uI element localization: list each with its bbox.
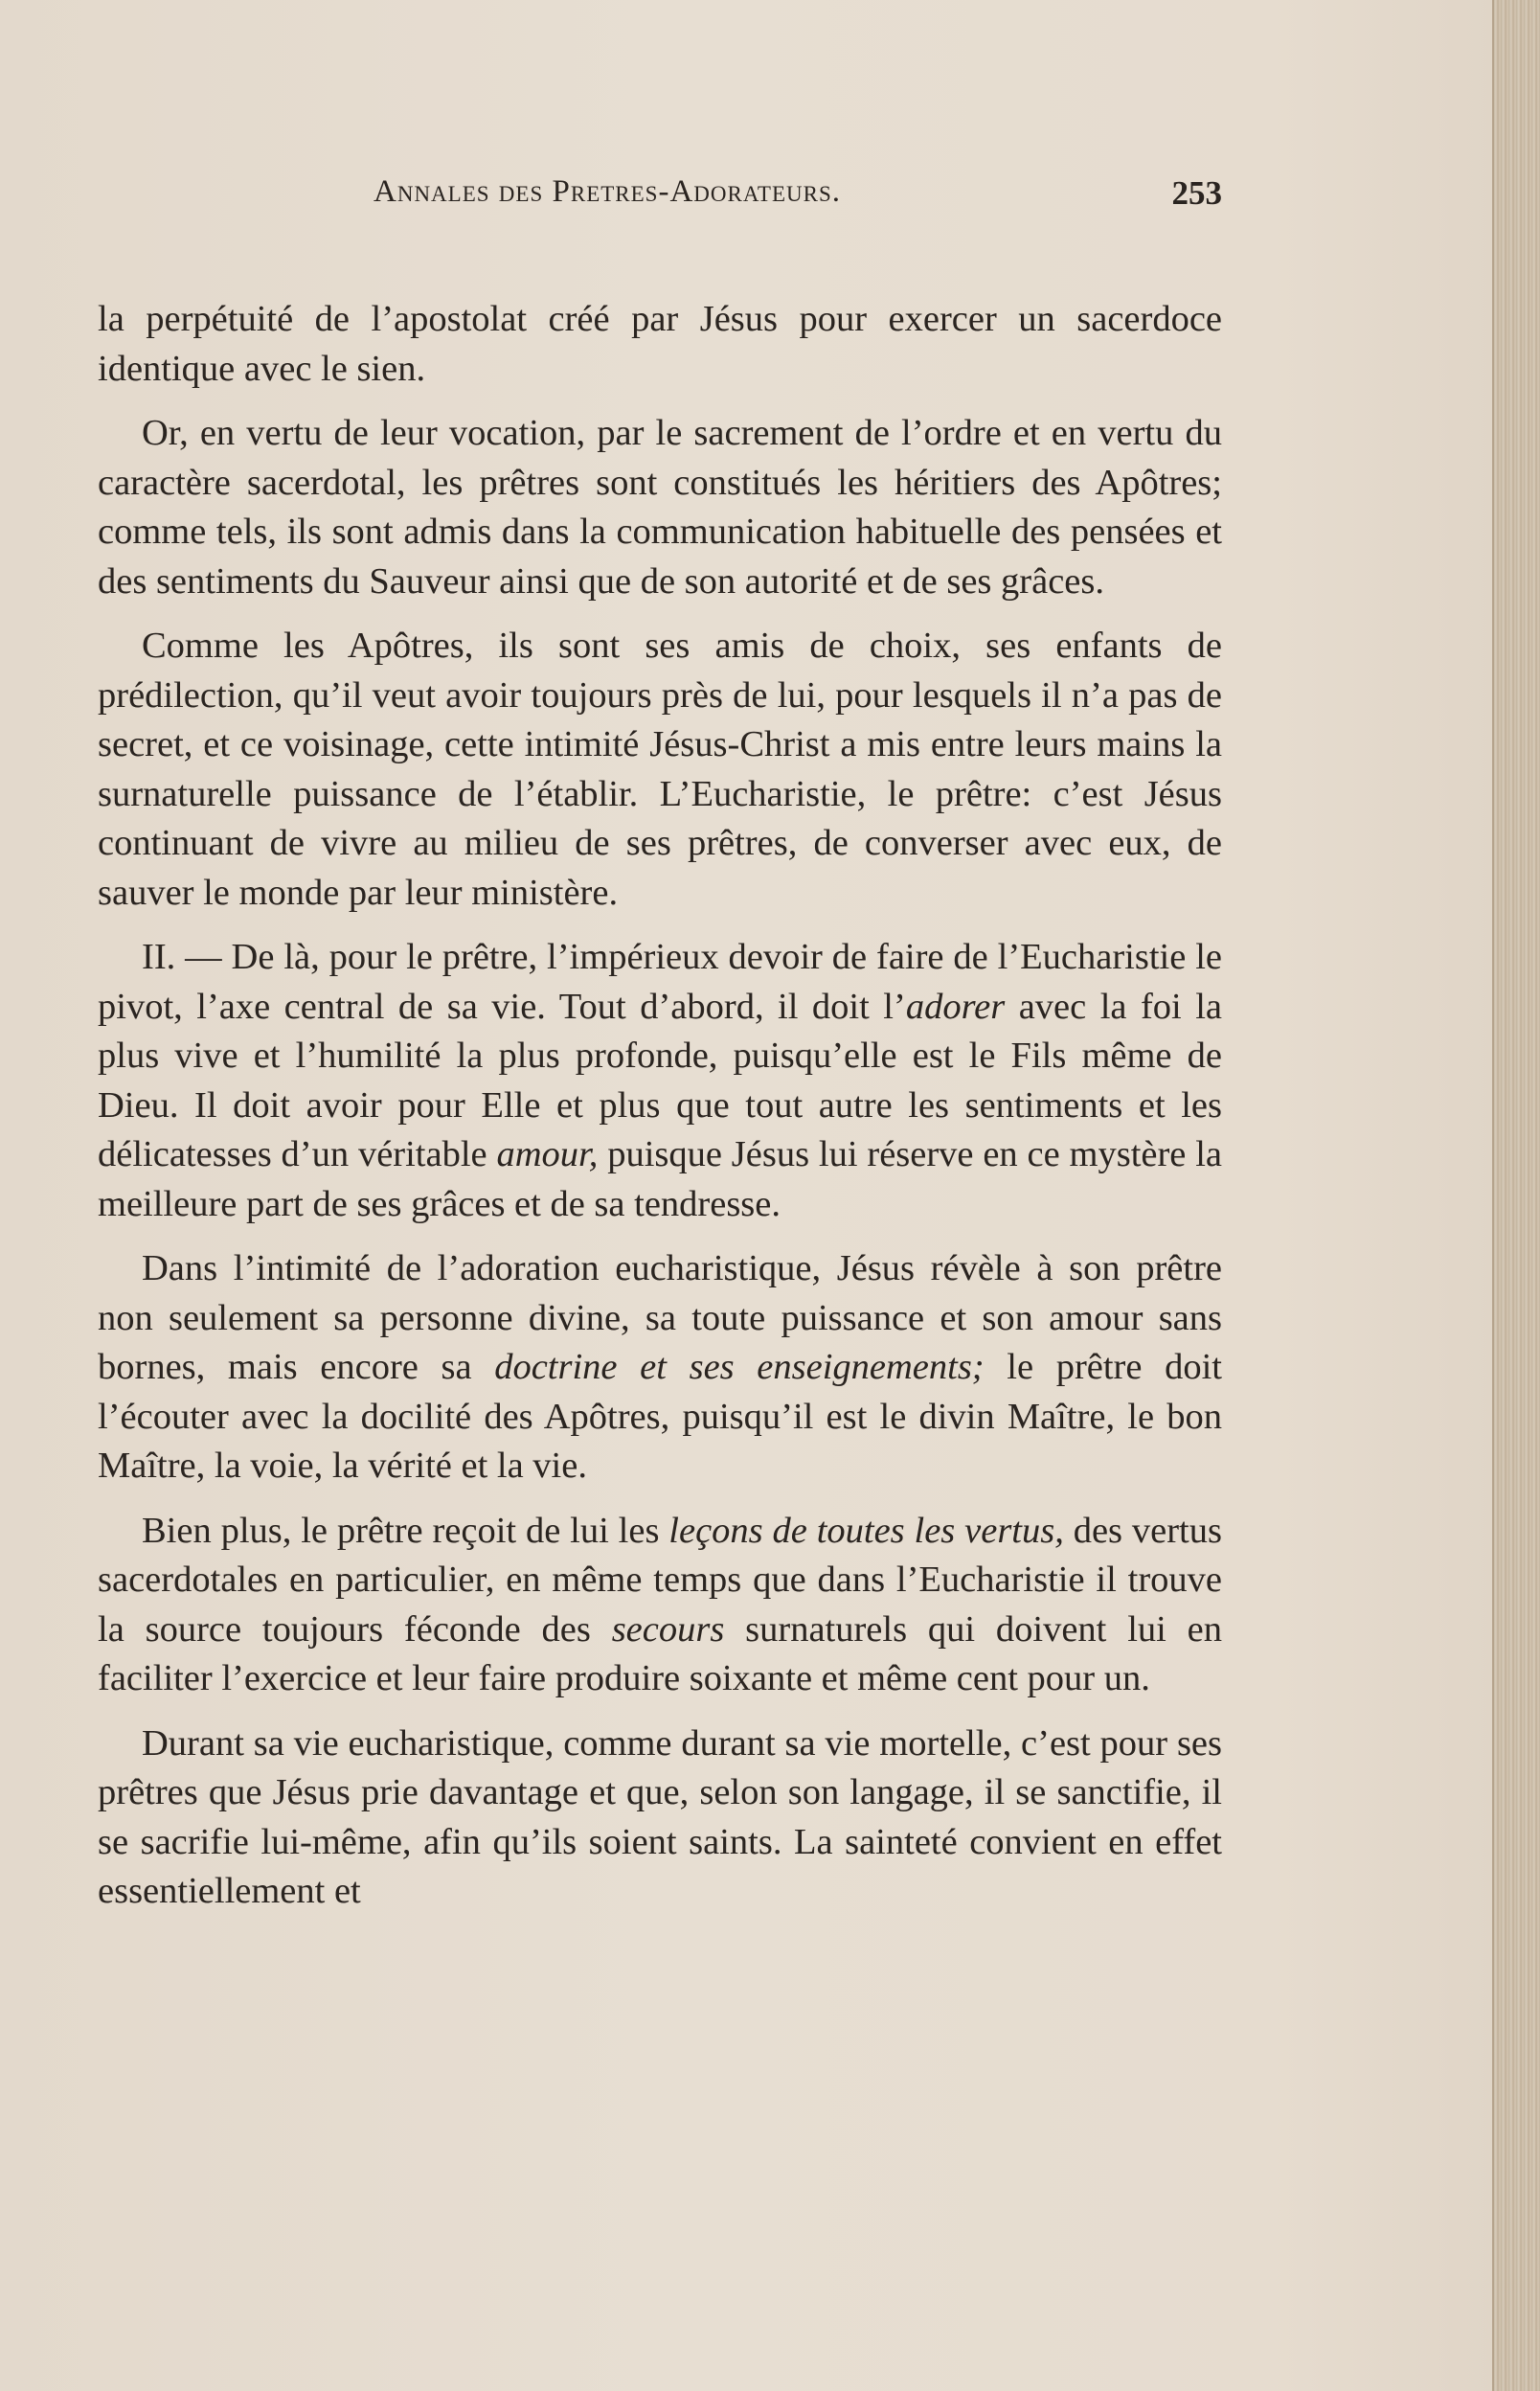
paragraph-2	[98, 409, 1222, 606]
book-page-edge	[1492, 0, 1540, 2391]
text-segment: puisque Jésus lui réserve en ce mystère la meilleure part de ses grâces et de sa tendresse.	[98, 1134, 1222, 1224]
text-segment: surnaturels qui doivent lui en faciliter l’exercice et leur faire produire soixante et même cent pour un.	[98, 1608, 1222, 1698]
text-segment: II. — De là, pour le prêtre, l’impérieux devoir de faire de l’Eucharistie le pivot, l’axe central de sa vie. Tout d’abord, il doit l’	[98, 937, 1222, 1027]
paragraph-7	[98, 1719, 1222, 1917]
text-segment: avec la foi la plus vive et l’humilité la plus profonde, puisqu’elle est le Fils même de Dieu. Il doit avoir pour Elle et plus que tout autre les sentiments et les délicatesses d’un véritable	[98, 986, 1223, 1174]
italic-segment: leçons de toutes les vertus,	[668, 1510, 1064, 1551]
italic-segment: doctrine et ses enseignements;	[494, 1347, 985, 1387]
running-title: Annales des Pretres-Adorateurs.	[374, 174, 842, 209]
text-segment: Comme les Apôtres, ils sont ses amis de choix, ses enfants de prédilection, qu’il veut avoir toujours près de lui, pour lesquels il n’a pas de secret, et ce voisinage, cette intimité Jésus-Christ a mis entre leurs mains la surnaturelle puissance de l’établir. L’Eucharistie, le prêtre: c’est Jésus continuant de vivre au milieu de ses prêtres, de converser avec eux, de sauver le monde par leur ministère.	[98, 626, 1222, 913]
italic-segment: secours	[611, 1608, 725, 1650]
body-text	[98, 295, 1222, 1917]
paragraph-5	[98, 1244, 1222, 1492]
page-header	[96, 174, 1222, 222]
text-segment: des vertus sacerdotales en particulier, en même temps que dans l’Eucharistie il trouve la source toujours féconde des	[98, 1510, 1222, 1650]
italic-segment: adorer	[905, 986, 1006, 1027]
italic-segment: amour,	[496, 1134, 599, 1174]
text-segment: Bien plus, le prêtre reçoit de lui les	[142, 1510, 669, 1551]
paragraph-4	[98, 933, 1222, 1229]
text-segment: la perpétuité de l’apostolat créé par Jésus pour exercer un sacerdoce identique avec le sien.	[98, 299, 1222, 389]
paragraph-3	[98, 622, 1222, 918]
page-number: 253	[1171, 174, 1222, 212]
text-segment: Dans l’intimité de l’adoration eucharistique, Jésus révèle à son prêtre non seulement sa personne divine, sa toute puissance et son amour sans bornes, mais encore sa	[98, 1248, 1222, 1387]
text-segment: Durant sa vie eucharistique, comme durant sa vie mortelle, c’est pour ses prêtres que Jésus prie davantage et que, selon son langage, il se sanctifie, il se sacrifie lui-même, afin qu’ils soient saints. La sainteté convient en effet essentiellement et	[98, 1722, 1222, 1911]
paragraph-6	[98, 1507, 1222, 1704]
paragraph-1	[98, 295, 1222, 394]
text-segment: Or, en vertu de leur vocation, par le sacrement de l’ordre et en vertu du caractère sacerdotal, les prêtres sont constitués les héritiers des Apôtres; comme tels, ils sont admis dans la communication habituelle des pensées et des sentiments du Sauveur ainsi que de son autorité et de ses grâces.	[98, 413, 1222, 602]
text-segment: le prêtre doit l’écouter avec la docilité des Apôtres, puisqu’il est le divin Maître, le bon Maître, la voie, la vérité et la vie.	[98, 1347, 1222, 1486]
